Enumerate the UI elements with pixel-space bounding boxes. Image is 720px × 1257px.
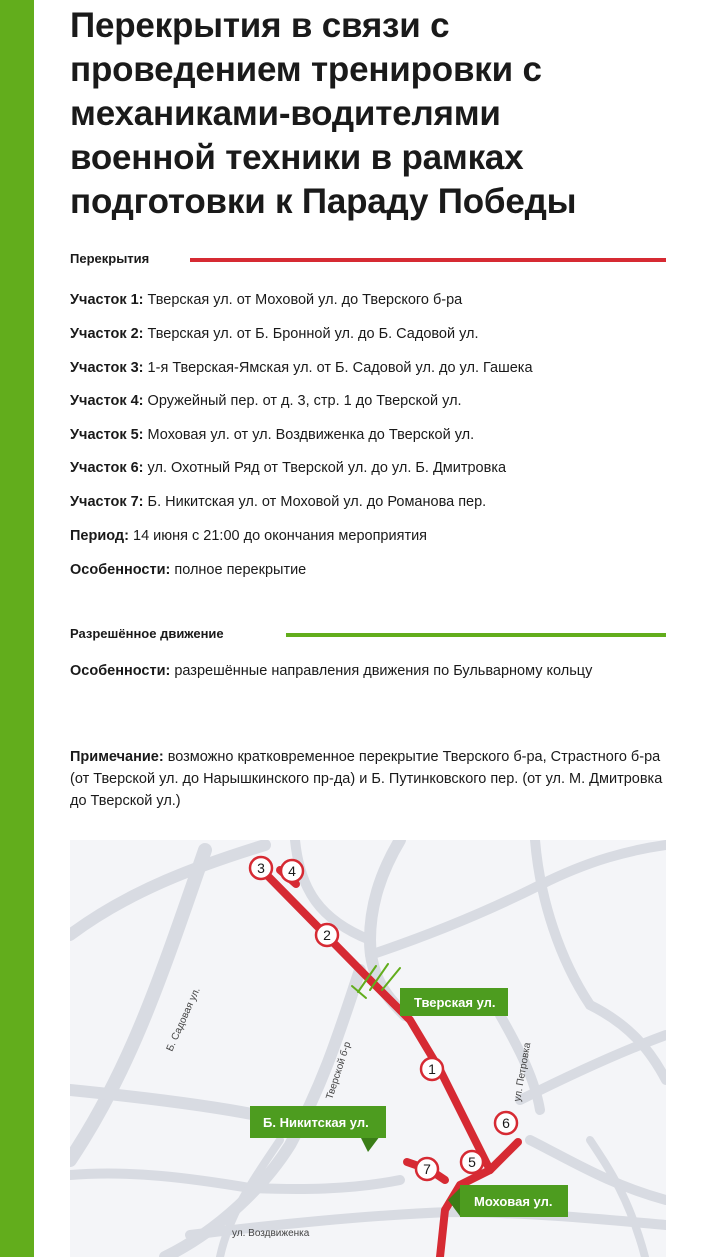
route-map-graphic: [70, 840, 666, 1257]
allowed-features-label: Особенности:: [70, 663, 171, 679]
allowed-features: [70, 660, 640, 682]
closure-section-2: [70, 324, 670, 344]
tag-mokhovaya-label: Моховая ул.: [474, 1194, 553, 1209]
closure-section-label: Участок 5:: [70, 427, 144, 443]
closure-section-text: Оружейный пер. от д. 3, стр. 1 до Тверской ул.: [147, 393, 462, 409]
svg-text:4: 4: [288, 863, 296, 879]
closure-section-3: [70, 358, 670, 378]
note-text: возможно кратковременное перекрытие Тверского б-ра, Страстного б-ра (от Тверской ул. до Нарышкинского пр-да) и Б. Путинковского пер. (от ул. М. Дмитровка до Тверской ул.): [70, 749, 663, 809]
page-title: [70, 4, 710, 224]
title-line: военной техники в рамках: [70, 138, 524, 177]
street-label-vozdvizhenka: ул. Воздвиженка: [232, 1228, 310, 1239]
closures-divider: [190, 258, 666, 262]
marker-4: [281, 860, 303, 882]
features-text: полное перекрытие: [174, 562, 307, 578]
allowed-divider: [286, 633, 666, 637]
title-line: проведением тренировки с: [70, 50, 542, 89]
map-streets: [70, 840, 666, 1257]
note-block: [70, 746, 670, 812]
features-label: Особенности:: [70, 562, 171, 578]
closure-section-label: Участок 6:: [70, 460, 144, 476]
marker-6: [495, 1112, 517, 1134]
tag-nikitskaya-label: Б. Никитская ул.: [263, 1115, 369, 1130]
closure-section-text: 1-я Тверская-Ямская ул. от Б. Садовой ул. до ул. Гашека: [147, 360, 533, 376]
svg-text:2: 2: [323, 927, 331, 943]
allowed-features-text: разрешённые направления движения по Бульварному кольцу: [174, 663, 593, 679]
tag-tverskaya: [400, 988, 508, 1016]
allowed-section-header: [70, 625, 666, 645]
closure-section-label: Участок 1:: [70, 292, 144, 308]
allowed-heading: Разрешённое движение: [70, 626, 224, 641]
marker-7: [416, 1158, 438, 1180]
svg-text:7: 7: [423, 1161, 431, 1177]
street-label-tverskoy: Тверской б-р: [324, 1040, 354, 1101]
title-line: Перекрытия в связи с: [70, 6, 450, 45]
svg-text:5: 5: [468, 1154, 476, 1170]
closures-section-header: [70, 250, 666, 270]
closure-section-text: Б. Никитская ул. от Моховой ул. до Романова пер.: [147, 494, 487, 510]
title-line: механиками-водителями: [70, 94, 501, 133]
closed-route-okhotny: [490, 1142, 518, 1170]
closure-features: [70, 560, 670, 580]
closure-section-text: ул. Охотный Ряд от Тверской ул. до ул. Б. Дмитровка: [147, 460, 507, 476]
street-nikitskaya-west: [250, 1180, 400, 1189]
street-south-east: [590, 1140, 645, 1257]
svg-text:3: 3: [257, 860, 265, 876]
period-label: Период:: [70, 528, 129, 544]
marker-2: [316, 924, 338, 946]
closure-period: [70, 526, 670, 546]
closure-section-label: Участок 2:: [70, 326, 144, 342]
closure-section-6: [70, 458, 670, 478]
title-line: подготовки к Параду Победы: [70, 182, 577, 221]
closure-section-text: Тверская ул. от Б. Бронной ул. до Б. Садовой ул.: [147, 326, 479, 342]
closure-section-7: [70, 492, 670, 512]
closure-section-label: Участок 3:: [70, 360, 144, 376]
tag-mokhovaya: [448, 1185, 568, 1217]
closure-section-1: [70, 290, 670, 310]
marker-1: [421, 1058, 443, 1080]
tag-nikitskaya: [250, 1106, 386, 1152]
closure-section-text: Тверская ул. от Моховой ул. до Тверского б-ра: [147, 292, 463, 308]
note-label: Примечание:: [70, 749, 164, 765]
closure-section-label: Участок 7:: [70, 494, 144, 510]
street-label-petrovka: ул. Петровка: [512, 1041, 534, 1103]
marker-5: [461, 1151, 483, 1173]
svg-text:1: 1: [428, 1061, 436, 1077]
closure-section-text: Моховая ул. от ул. Воздвиженка до Тверской ул.: [147, 427, 475, 443]
closure-section-5: [70, 425, 670, 445]
allowed-arrow: [382, 968, 400, 990]
closure-section-label: Участок 4:: [70, 393, 144, 409]
period-text: 14 июня с 21:00 до окончания мероприятия: [133, 528, 428, 544]
closures-heading: Перекрытия: [70, 251, 150, 266]
svg-text:6: 6: [502, 1115, 510, 1131]
tag-tverskaya-label: Тверская ул.: [414, 995, 496, 1010]
closure-section-4: [70, 391, 670, 411]
marker-3: [250, 857, 272, 879]
street-strastnoy: [370, 845, 666, 955]
street-sadovaya-ring: [70, 845, 265, 935]
street-label-sadovaya: Б. Садовая ул.: [164, 985, 203, 1054]
accent-side-bar: [0, 0, 34, 1257]
route-map: [70, 840, 666, 1257]
street-west: [70, 1173, 250, 1188]
